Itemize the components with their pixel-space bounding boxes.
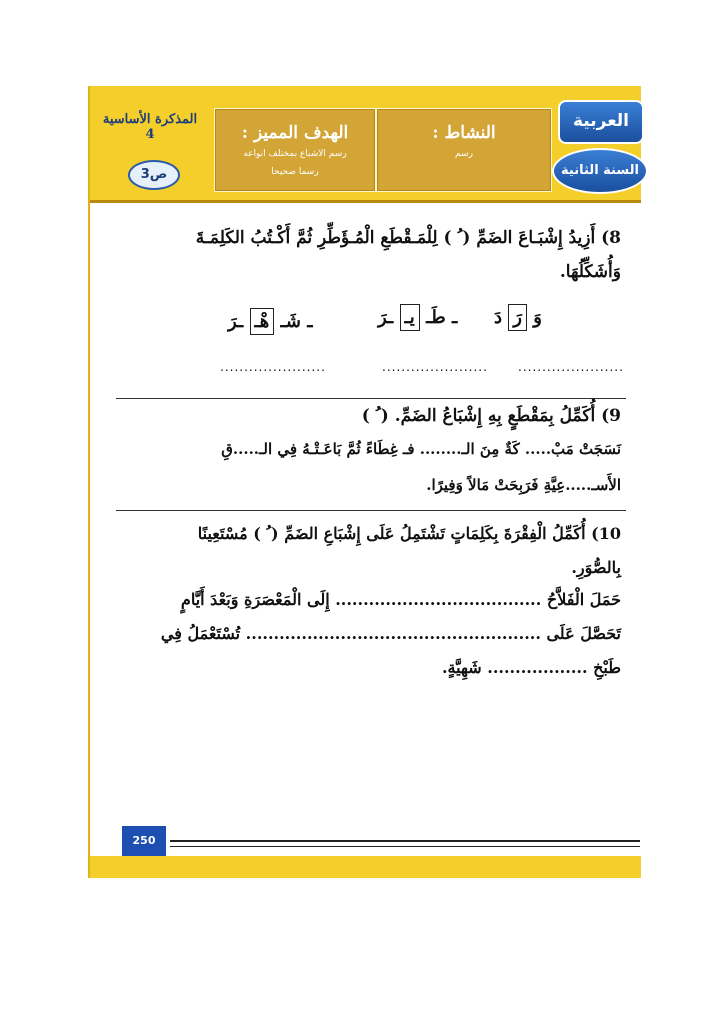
q10-line-4: تَحَصَّلَ عَلَى ..................................................... تُسْتَعْمَلُ فِي — [160, 624, 621, 643]
goal-box — [214, 108, 376, 192]
q10-line-2: بِالصُّوَرِ. — [571, 558, 621, 577]
memo-code-badge: 3ص — [128, 160, 180, 190]
q8-answer-line-1: ...................... — [518, 360, 624, 374]
header-band — [90, 86, 641, 203]
subject-badge: العربية — [558, 100, 644, 144]
q8-word-group-2 — [378, 304, 457, 331]
q8-answer-line-2: ...................... — [382, 360, 488, 374]
q8-g1-part-a: وَ — [533, 307, 542, 328]
q10-line-5: طَبْخِ .................. شَهِيَّةٍ. — [441, 658, 621, 677]
q8-g1-boxed: رَ — [508, 304, 527, 331]
q8-g2-dash: ـ — [451, 307, 458, 328]
footer-rule-1 — [170, 840, 640, 842]
separator-1 — [116, 398, 626, 399]
worksheet-page — [88, 86, 641, 878]
activity-title: النشاط : — [432, 123, 496, 143]
q9-line-2: نَسَجَتْ مَبْ..... كَةٌ مِنَ الـ........ فـ غِطَاءً ثُمَّ بَاعَـتْـهُ فِي الـ.....قِ — [221, 440, 621, 458]
q10-line-1: 10) أُكَمِّلُ الْفِقْرَةَ بِكَلِمَاتٍ تَشْتَمِلُ عَلَى إِشْبَاعِ الضَمِّ ( ُ ) مُسْتَعِينًا — [197, 524, 621, 543]
grade-badge: السنة الثانية — [552, 148, 648, 194]
memo-number: 4 — [145, 127, 155, 142]
q8-g3-part-a: شَـ — [280, 311, 301, 332]
separator-2 — [116, 510, 626, 511]
q9-line-3: الأَسـ.....عِيَّةِ فَرَبِحَتْ مَالاً وَفِيرًا. — [426, 476, 621, 494]
footer-band — [90, 856, 641, 878]
goal-line-1: رسم الاشباع بمختلف انواعه — [243, 149, 347, 159]
memo-title-text: المذكرة الأساسية — [102, 112, 198, 127]
q8-g2-boxed: يـ — [400, 304, 420, 331]
memo-logo — [100, 94, 200, 194]
q8-line-1: 8) أَزِيدُ إِشْبَـاعَ الضَمِّ ( ُ ) لِلْمَـقْطَعِ الْمُـؤَطِّرِ ثُمَّ أَكْـتُبُ الكَلِمَـةَ — [195, 228, 621, 248]
goal-title: الهدف المميز : — [241, 123, 349, 143]
goal-line-2: رسما صحيحا — [271, 167, 319, 177]
q8-g1-part-b: دَ — [494, 307, 503, 328]
activity-box — [376, 108, 552, 192]
footer-rule-2 — [170, 846, 640, 847]
q9-line-1: 9) أُكَمِّلُ بِمَقْطَعٍ بِهِ إِشْبَاعُ الضَمِّ. ( ُ ) — [361, 406, 621, 426]
activity-sub: رسم — [455, 149, 473, 159]
q8-g2-part-b: ـرَ — [378, 307, 394, 328]
q8-g3-dash: ـ — [307, 311, 313, 332]
q8-g2-part-a: طَـ — [426, 307, 446, 328]
q10-line-3: حَمَلَ الْفَلاَّحُ ..................................... إِلَى الْمَعْصَرَةِ وَبَعْدَ أَيَّامٍ — [180, 590, 621, 609]
page-number: 250 — [122, 826, 166, 856]
q8-line-2: وَأُشَكِّلُهَا. — [559, 262, 621, 282]
q8-g3-boxed: هْـ — [250, 308, 275, 335]
q8-answer-line-3: ...................... — [220, 360, 326, 374]
q8-word-group-3 — [228, 308, 312, 335]
q8-word-group-1 — [494, 304, 542, 331]
memo-title — [100, 112, 200, 142]
q8-g3-part-b: ـرَ — [228, 311, 244, 332]
